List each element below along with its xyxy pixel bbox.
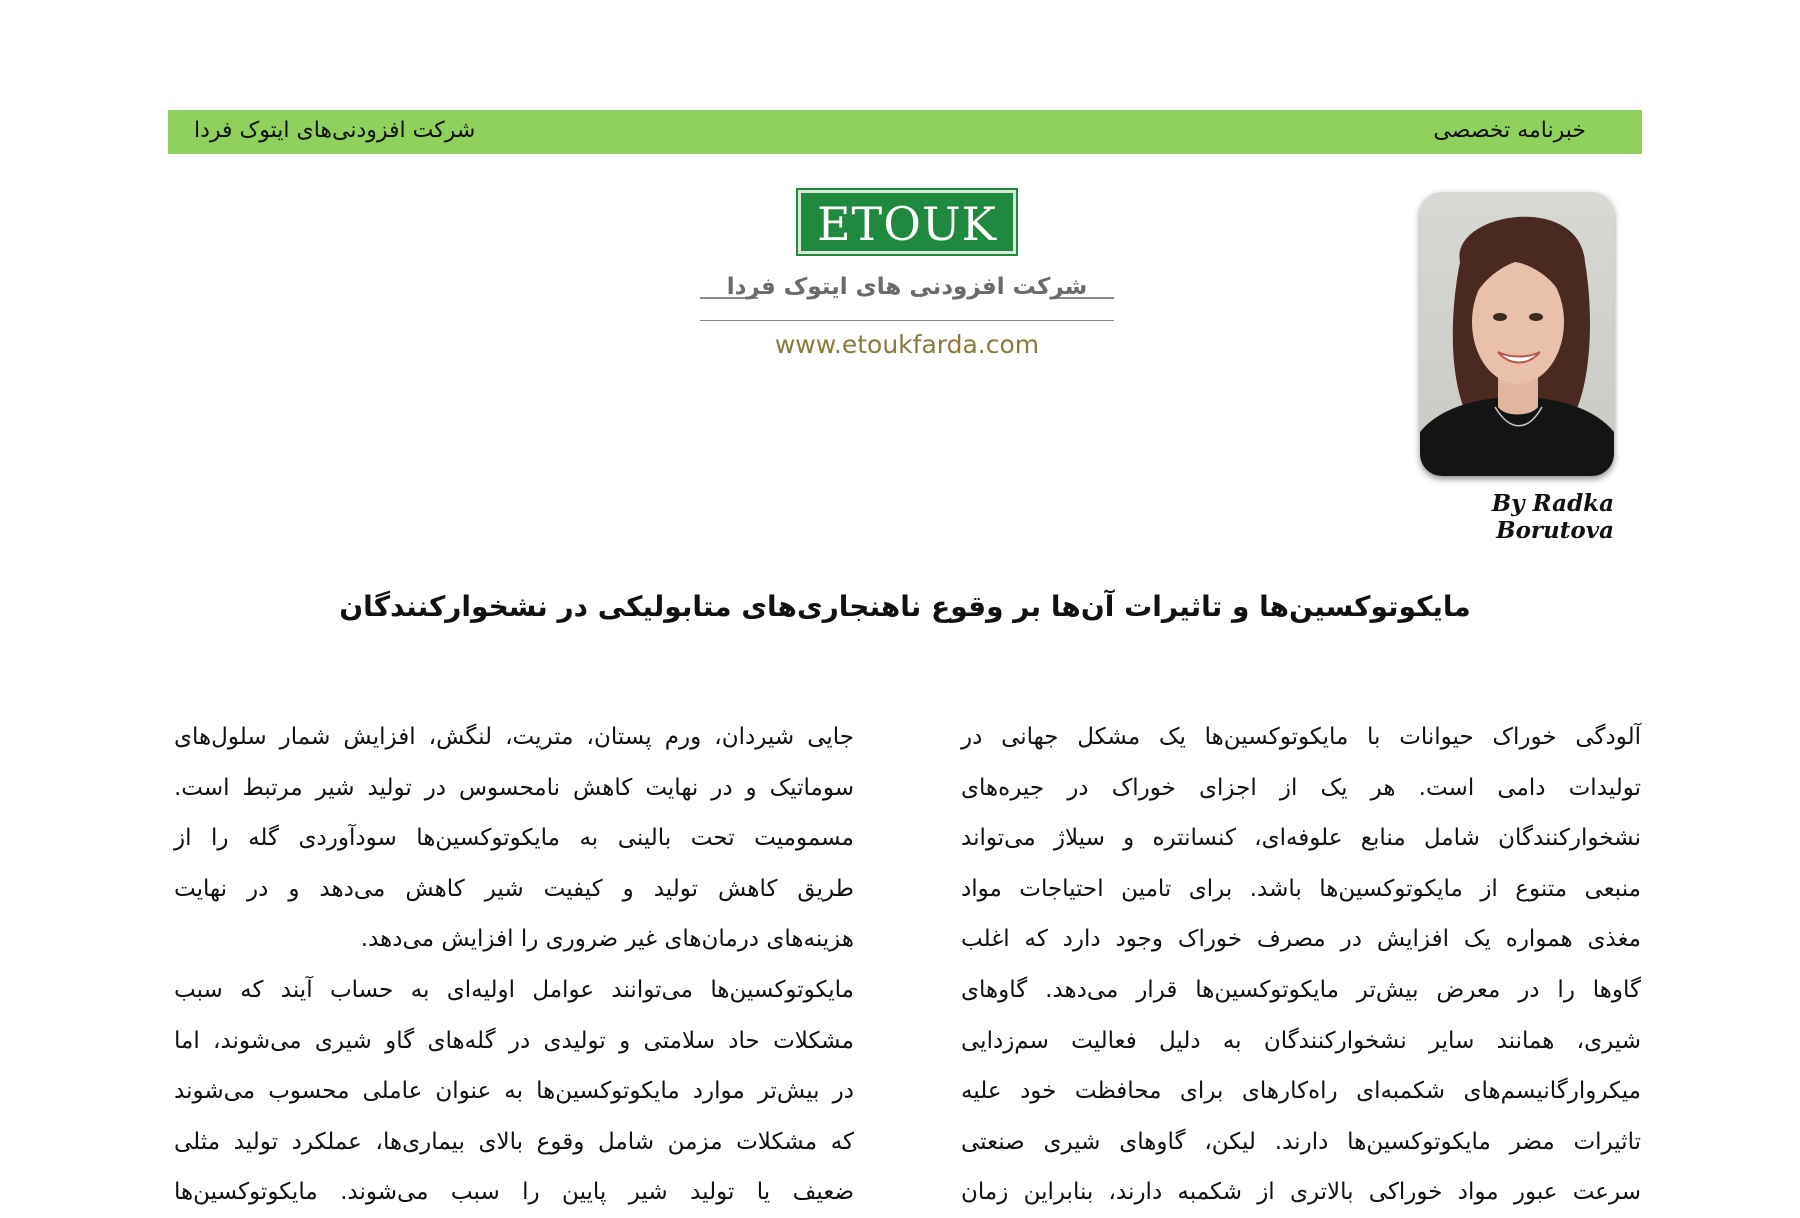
logo-url: www.etoukfarda.com <box>774 330 1040 359</box>
paragraph-line: میکروارگانیسم‌های شکمبه‌ای راه‌کارهای برای محافظت خود علیه <box>961 1078 1641 1105</box>
etouk-logo <box>700 186 1114 366</box>
paragraph-line: جایی شیردان، ورم پستان، متریت، لنگش، افزایش شمار سلول‌های <box>174 724 854 750</box>
paragraph-line: سوماتیک و در نهایت کاهش نامحسوس در تولید شیر مرتبط است. <box>174 774 854 801</box>
article-column-right <box>961 712 1641 1218</box>
author-byline: By Radka Borutova <box>1491 490 1614 544</box>
paragraph-line: مغذی همواره یک افزایش در مصرف خوراک وجود دارد که اغلب <box>961 926 1641 953</box>
newsletter-label: خبرنامه تخصصی <box>1433 118 1586 143</box>
paragraph-line: مایکوتوکسین‌ها می‌توانند عوامل اولیه‌ای به حساب آیند که سبب <box>174 976 854 1003</box>
paragraph-line: شیری، همانند سایر نشخوارکنندگان به دلیل فعالیت سم‌زدایی <box>961 1027 1641 1054</box>
paragraph-line: منبعی متنوع از مایکوتوکسین‌ها باشد. برای تامین احتیاجات مواد <box>961 875 1641 902</box>
logo-brand-text: ETOUK <box>816 197 998 251</box>
logo-badge <box>798 190 1016 254</box>
logo-subtitle: شرکت افزودنی های ایتوک فردا <box>726 274 1088 300</box>
paragraph-line: که مشکلات مزمن شامل وقوع بالای بیماری‌ها، عملکرد تولید مثلی <box>174 1128 854 1155</box>
paragraph-line: گاوها را در معرض بیش‌تر مایکوتوکسین‌ها قرار می‌دهد. گاوهای <box>961 976 1641 1003</box>
portrait-image <box>1420 192 1614 476</box>
paragraph-line: ضعیف یا تولید شیر پایین را سبب می‌شوند. مایکوتوکسین‌ها <box>174 1179 854 1206</box>
paragraph-line: آلودگی خوراک حیوانات با مایکوتوکسین‌ها یک مشکل جهانی در <box>961 724 1641 750</box>
paragraph-line: نشخوارکنندگان شامل منابع علوفه‌ای، کنسانتره و سیلاژ می‌تواند <box>961 825 1641 852</box>
newsletter-header-bar <box>168 110 1642 154</box>
paragraph-line: سرعت عبور مواد خوراکی بالاتری از شکمبه دارند، بنابراین زمان <box>961 1179 1641 1206</box>
paragraph-line: هزینه‌های درمان‌های غیر ضروری را افزایش می‌دهد. <box>360 926 854 953</box>
logo-underline <box>700 320 1114 321</box>
article-column-left <box>174 712 854 1218</box>
paragraph-line: مسمومیت تحت بالینی به مایکوتوکسین‌ها سودآوردی گله را از <box>174 825 854 852</box>
paragraph-line: مشکلات حاد سلامتی و تولیدی در گله‌های گاو شیری می‌شوند، اما <box>174 1027 854 1054</box>
paragraph-line: تاثیرات مضر مایکوتوکسین‌ها دارند. لیکن، گاوهای شیری صنعتی <box>961 1128 1641 1155</box>
article-title: مایکوتوکسین‌ها و تاثیرات آن‌ها بر وقوع ناهنجاری‌های متابولیکی در نشخوارکنندگان <box>339 590 1471 623</box>
paragraph-line: طریق کاهش تولید و کیفیت شیر کاهش می‌دهد و در نهایت <box>174 875 854 902</box>
company-name-label: شرکت افزودنی‌های ایتوک فردا <box>194 118 476 143</box>
paragraph-line: در بیش‌تر موارد مایکوتوکسین‌ها به عنوان عاملی محسوب می‌شوند <box>174 1078 854 1105</box>
paragraph-line: تولیدات دامی است. هر یک از اجزای خوراک در جیره‌های <box>961 774 1641 801</box>
author-photo <box>1420 192 1614 476</box>
